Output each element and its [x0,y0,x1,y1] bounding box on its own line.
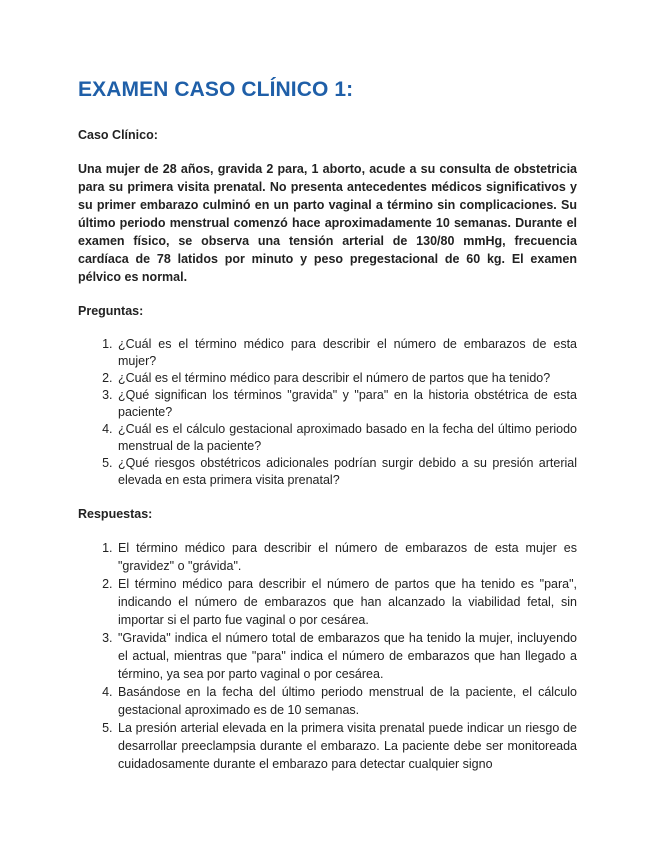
answers-label: Respuestas: [78,507,153,521]
question-item: 5. ¿Qué riesgos obstétricos adicionales podrían surgir debido a su presión arterial elevada en esta primera visita prenatal? [116,455,577,489]
question-item: 4. ¿Cuál es el cálculo gestacional aproximado basado en la fecha del último periodo menstrual de la paciente? [116,421,577,455]
question-item: 2. ¿Cuál es el término médico para describir el número de partos que ha tenido? [116,370,577,387]
case-label: Caso Clínico: [78,128,158,142]
questions-label: Preguntas: [78,304,144,318]
questions-list [78,336,577,489]
answer-item: 2. El término médico para describir el número de partos que ha tenido es "para", indicando el número de embarazos que han alcanzado la viabilidad fetal, sin importar si el parto fue vaginal o por cesárea. [116,575,577,629]
case-description: Una mujer de 28 años, gravida 2 para, 1 aborto, acude a su consulta de obstetricia para su primera visita prenatal. No presenta antecedentes médicos significativos y su primer embarazo culminó en un parto vaginal a término sin complicaciones. Su último periodo menstrual comenzó hace aproximadamente 10 semanas. Durante el examen físico, se observa una tensión arterial de 130/80 mmHg, frecuencia cardíaca de 78 latidos por minuto y peso pregestacional de 60 kg. El examen pélvico es normal. [78,162,577,284]
question-item: 3. ¿Qué significan los términos "gravida" y "para" en la historia obstétrica de esta paciente? [116,387,577,421]
answer-item: 4. Basándose en la fecha del último periodo menstrual de la paciente, el cálculo gestacional aproximado es de 10 semanas. [116,683,577,719]
answer-item: 5. La presión arterial elevada en la primera visita prenatal puede indicar un riesgo de desarrollar preeclampsia durante el embarazo. La paciente debe ser monitoreada cuidadosamente durante el embarazo para detectar cualquier signo [116,719,577,773]
question-item: 1. ¿Cuál es el término médico para describir el número de embarazos de esta mujer? [116,336,577,370]
answer-item: 3. "Gravida" indica el número total de embarazos que ha tenido la mujer, incluyendo el actual, mientras que "para" indica el número de embarazos que han llegado a término, ya sea por parto vaginal o por cesárea. [116,629,577,683]
page-title: EXAMEN CASO CLÍNICO 1: [78,78,354,101]
answer-item: 1. El término médico para describir el número de embarazos de esta mujer es "gravidez" o "grávida". [116,539,577,575]
answers-list [78,539,577,773]
